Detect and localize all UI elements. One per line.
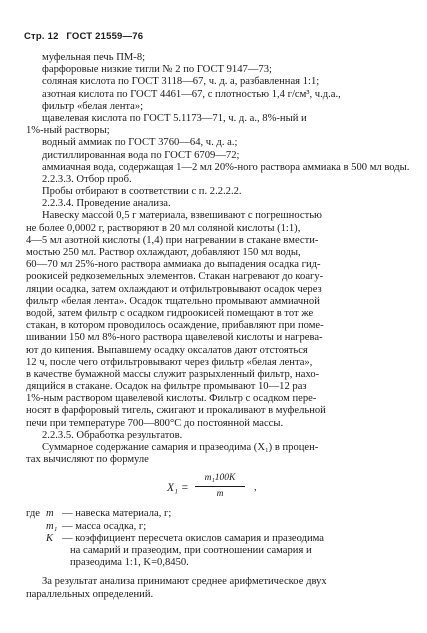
text-line: 1%-ный растворы; (26, 125, 110, 137)
definition-text: — навеска материала, г; (62, 508, 172, 520)
text-line: фильтр «белая лента». Осадок тщательно промывают аммиачной (26, 295, 320, 307)
text-line: не более 0,0002 г, растворяют в 20 мл соляной кислоты (1:1), (26, 222, 301, 234)
text-line: азотная кислота по ГОСТ 4461—67, с плотностью 1,4 г/см³, ч.д.а., (42, 88, 341, 100)
text-line: 1%-ным раствором щавелевой кислоты. Фильтр с осадком пере- (26, 393, 317, 405)
text-line: ют до кипения. Выпавшему осадку оксалатов дают отстояться (26, 344, 308, 356)
text-line: фильтр «белая лента»; (42, 100, 144, 112)
text-line: муфельная печь ПМ-8; (42, 52, 146, 63)
text-line: За результат анализа принимают среднее арифметическое двух (42, 576, 327, 588)
text-line: стакан, в котором проводилось осаждение, прибавляют при поме- (26, 320, 324, 332)
definition-text: — масса осадка, г; (62, 520, 147, 532)
page-number: Стр. 12 (24, 31, 59, 42)
definition-symbol: m (46, 508, 54, 520)
definition-symbol (46, 557, 62, 569)
section-heading: 2.2.3.4. Проведение анализа. (42, 198, 171, 210)
text-line: аммиачная вода, содержащая 1—2 мл 20%-ного раствора аммиака в 500 мл воды. (42, 161, 410, 173)
text-line: водный аммиак по ГОСТ 3760—64, ч. д. а.; (42, 137, 238, 149)
text-line: мостью 250 мл. Раствор охлаждают, добавляют 150 мл воды, (26, 247, 301, 259)
formula-fraction (195, 472, 245, 499)
text-line: 12 ч, после чего отфильтровывают через фильтр «белая лента», (26, 356, 313, 368)
definitions-table (26, 508, 400, 569)
definition-row (26, 533, 400, 545)
text-line: параллельных определений. (26, 588, 154, 600)
definition-prefix (26, 533, 46, 545)
text-line: соляная кислота по ГОСТ 3118—67, ч. д. а, разбавленная 1:1; (42, 76, 320, 88)
text-line: Пробы отбирают в соответствии с п. 2.2.2.2. (42, 186, 242, 198)
section-heading: 2.2.3.3. Отбор проб. (42, 173, 132, 185)
formula (26, 470, 416, 506)
text-line: водой, затем фильтр с осадком гидроокисей помещают в тот же (26, 307, 314, 319)
definition-text: на самарий и празеодим, при соотношении самария и (70, 545, 312, 556)
definition-symbol (46, 545, 62, 557)
text-line: роокисей редкоземельных элементов. Стакан нагревают до коагу- (26, 271, 324, 283)
definition-row (26, 521, 400, 533)
gost-code: ГОСТ 21559—76 (66, 31, 144, 42)
formula-trail: , (254, 482, 257, 494)
body-text (26, 52, 416, 601)
formula-numerator: m₁100K (204, 473, 236, 484)
fraction-bar (195, 486, 245, 487)
definition-row (26, 508, 400, 520)
definition-symbol: K (46, 532, 54, 544)
definition-prefix (26, 521, 46, 533)
text-line: Суммарное содержание самария и празеодима (X₁) в процен- (42, 442, 319, 454)
text-line: щавелевая кислота по ГОСТ 5.1173—71, ч. д. а., 8%-ный и (42, 112, 307, 124)
definition-text: празеодима 1:1, K=0,8450. (70, 557, 189, 569)
text-line: 4—5 мл азотной кислоты (1,4) при нагревании в стакане вмести- (26, 234, 319, 246)
text-line: шивании 150 мл 8%-ного раствора щавелевой кислоты и нагрева- (26, 332, 323, 344)
text-line: дящийся в стакане. Осадок на фильтре промывают 10—12 раз (26, 381, 307, 393)
section-heading: 2.2.3.5. Обработка результатов. (42, 429, 183, 441)
formula-denominator: m (216, 488, 224, 499)
page-header (24, 31, 148, 43)
definition-row (26, 545, 400, 557)
definition-prefix (26, 545, 46, 557)
definition-text: — коэффициент пересчета окислов самария и празеодима (62, 532, 325, 544)
formula-lhs: X₁ = (167, 482, 189, 495)
text-line: дистиллированная вода по ГОСТ 6709—72; (42, 149, 240, 161)
text-line: 60—70 мл 25%-ного раствора аммиака до выпадения осадка гид- (26, 259, 321, 271)
text-line: ляции осадка, затем охлаждают и отфильтровывают осадок через (26, 283, 322, 295)
definition-prefix (26, 557, 46, 569)
text-line: тах вычисляют по формуле (26, 454, 149, 466)
definition-row (26, 557, 400, 569)
text-line: фарфоровые низкие тигли № 2 по ГОСТ 9147—73; (42, 64, 272, 76)
definition-symbol: m₁ (46, 520, 58, 532)
text-line: в качестве бумажной массы служит разрыхленный фильтр, нахо- (26, 368, 320, 380)
text-line: печи при температуре 700—800°С до постоянной массы. (26, 417, 284, 429)
text-line: Навеску массой 0,5 г материала, взвешивают с погрешностью (42, 210, 322, 222)
definition-prefix: где (26, 508, 40, 520)
text-line: носят в фарфоровый тигель, сжигают и прокаливают в муфельной (26, 405, 326, 417)
